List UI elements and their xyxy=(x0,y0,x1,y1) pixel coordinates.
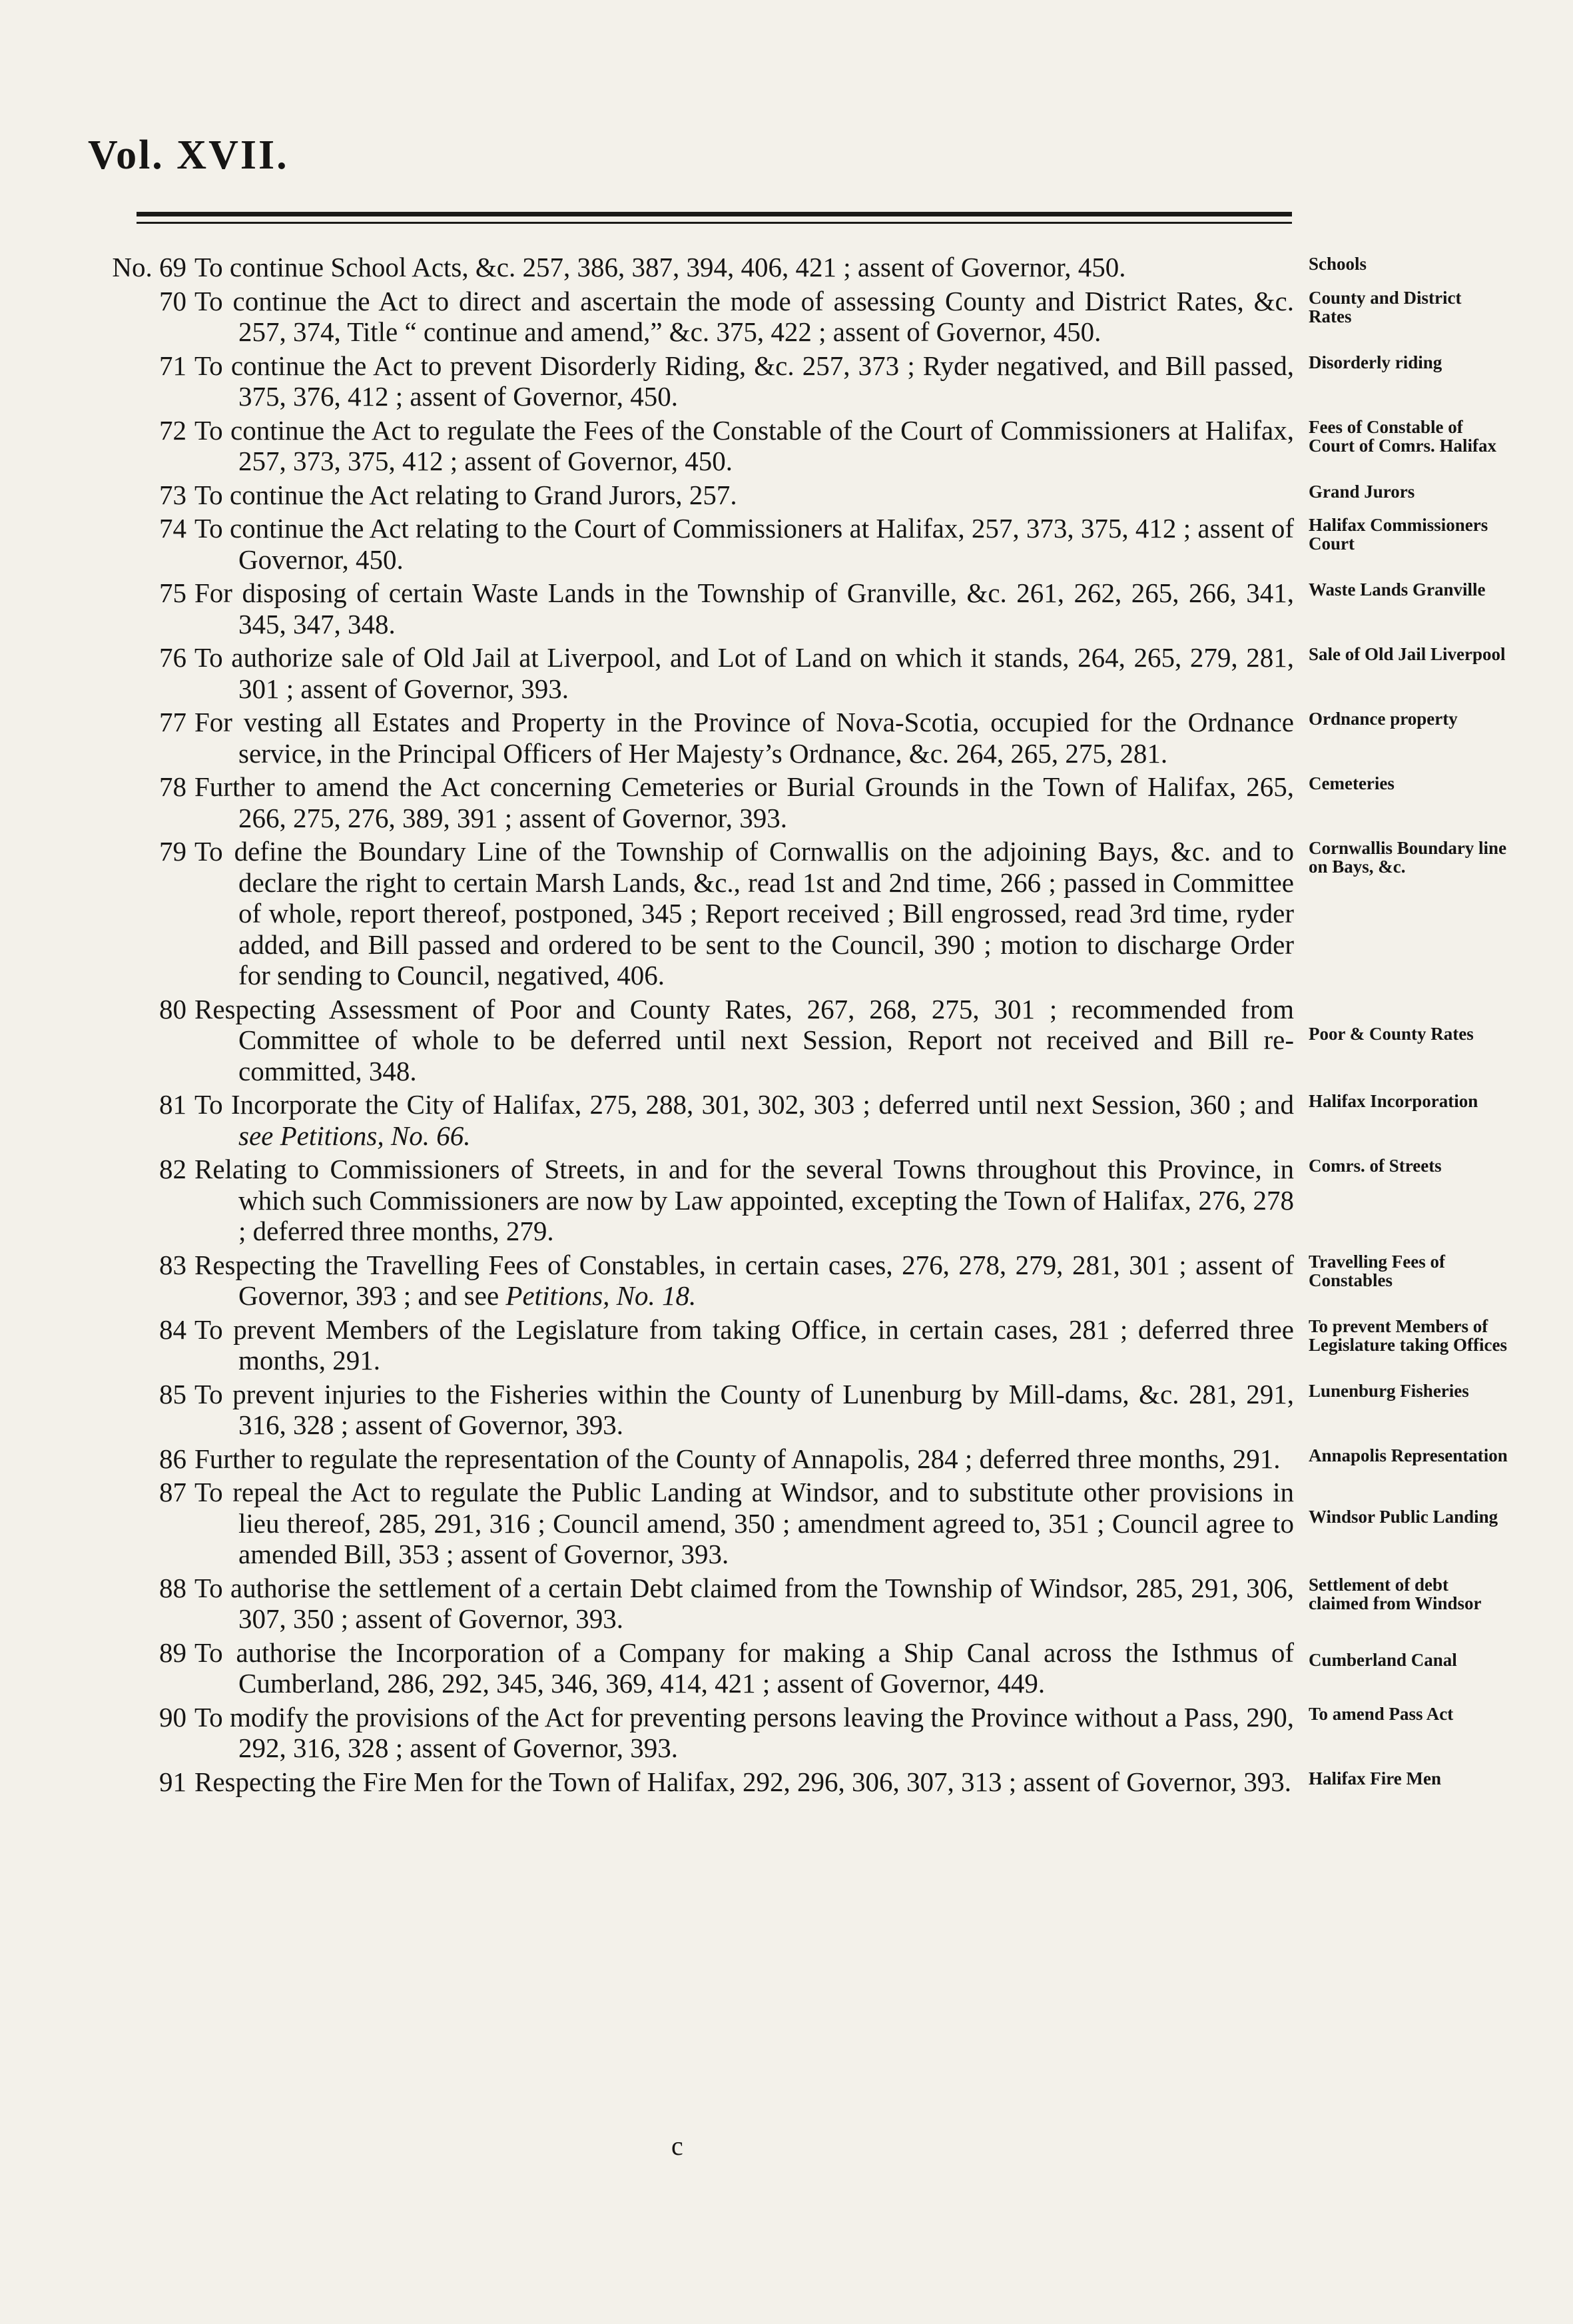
petition-reference: see Petitions, No. 66. xyxy=(238,1120,471,1151)
bill-number: 71 xyxy=(159,350,186,381)
list-item xyxy=(0,1702,1573,1764)
list-item xyxy=(0,642,1573,704)
bill-description: For disposing of certain Waste Lands in the Township of Granville, &c. 261, 262, 265, 266, 341, 345, 347, 348. xyxy=(194,578,1294,639)
margin-note: To amend Pass Act xyxy=(1309,1703,1454,1724)
bill-number: 89 xyxy=(159,1637,186,1668)
list-item xyxy=(0,252,1573,283)
bill-number: 88 xyxy=(159,1572,186,1603)
bill-description: For vesting all Estates and Property in the Province of Nova-Scotia, occupied for the Ordnance service, in the Principal Officers of Her Majesty’s Ordnance, &c. 264, 265, 275, 281. xyxy=(194,707,1294,769)
bill-description: Further to regulate the representation of the County of Annapolis, 284 ; deferred three months, 291. xyxy=(194,1443,1281,1474)
bill-number: 81 xyxy=(159,1089,186,1120)
signature-mark: c xyxy=(671,2131,683,2161)
margin-note: Halifax Incorporation xyxy=(1309,1091,1478,1111)
margin-note: To prevent Members of Legislature taking Offices xyxy=(1309,1316,1507,1355)
bill-description: To continue the Act relating to Grand Jurors, 257. xyxy=(194,479,737,510)
bill-description: To continue the Act to direct and ascertain the mode of assessing County and District Rates, &c. 257, 374, Title “ continue and amend,” &c. 375, 422 ; assent of Governor, 450. xyxy=(194,285,1294,347)
bill-description: To define the Boundary Line of the Township of Cornwallis on the adjoining Bays, &c. and to declare the right to certain Marsh Lands, &c., read 1st and 2nd time, 266 ; passed in Committee of whole, report thereof, postponed, 345 ; Report received ; Bill engrossed, read 3rd time, ryder added, and Bill passed and ordered to be sent to the Council, 390 ; motion to discharge Order for sending to Council, negatived, 406. xyxy=(194,836,1294,990)
bill-text: To Incorporate the City of Halifax, 275, 288, 301, 302, 303 ; deferred until next Session, 360 ; and xyxy=(194,1089,1294,1120)
bill-number: 90 xyxy=(159,1701,186,1733)
bill-description: To continue the Act to prevent Disorderly Riding, &c. 257, 373 ; Ryder negatived, and Bill passed, 375, 376, 412 ; assent of Governor, 450. xyxy=(194,350,1294,412)
bill-number: 80 xyxy=(159,993,186,1024)
list-item xyxy=(0,1573,1573,1635)
bill-description: Relating to Commissioners of Streets, in and for the several Towns throughout this Province, in which such Commissioners are now by Law appointed, excepting the Town of Halifax, 276, 278 ; deferred three months, 279. xyxy=(194,1154,1294,1246)
bill-number: 79 xyxy=(159,836,186,867)
margin-note: Windsor Public Landing xyxy=(1309,1507,1498,1527)
list-item xyxy=(0,415,1573,477)
list-item xyxy=(0,707,1573,769)
list-item xyxy=(0,1154,1573,1247)
bill-number: No. 69 xyxy=(112,252,186,282)
margin-note: Fees of Constable of Court of Comrs. Halifax xyxy=(1309,416,1496,456)
margin-note: Cumberland Canal xyxy=(1309,1649,1457,1670)
list-item xyxy=(0,578,1573,639)
margin-note: Annapolis Representation xyxy=(1309,1445,1508,1465)
margin-note: Cemeteries xyxy=(1309,773,1395,793)
list-item xyxy=(0,994,1573,1087)
bill-description: To continue School Acts, &c. 257, 386, 387, 394, 406, 421 ; assent of Governor, 450. xyxy=(194,252,1126,282)
margin-note: Sale of Old Jail Liverpool xyxy=(1309,644,1506,664)
bill-description: Respecting Assessment of Poor and County Rates, 267, 268, 275, 301 ; recommended from Committee of whole to be deferred until next Session, Report not received and Bill re-committed, 348. xyxy=(194,993,1294,1086)
bill-number: 73 xyxy=(159,479,186,510)
margin-note: Waste Lands Granville xyxy=(1309,580,1486,599)
list-item xyxy=(0,1637,1573,1699)
margin-note: Disorderly riding xyxy=(1309,352,1442,372)
margin-note: Comrs. of Streets xyxy=(1309,1156,1442,1176)
list-item xyxy=(0,350,1573,412)
bill-number: 82 xyxy=(159,1154,186,1184)
list-item xyxy=(0,771,1573,833)
bill-description: To modify the provisions of the Act for preventing persons leaving the Province without a Pass, 290, 292, 316, 328 ; assent of Governor, 393. xyxy=(194,1701,1294,1763)
margin-note: Halifax Commissioners Court xyxy=(1309,515,1488,554)
bill-description: Respecting the Fire Men for the Town of Halifax, 292, 296, 306, 307, 313 ; assent of Governor, 393. xyxy=(194,1766,1291,1797)
margin-note: Poor & County Rates xyxy=(1309,1023,1474,1044)
margin-note: Travelling Fees of Constables xyxy=(1309,1251,1445,1290)
petition-reference: Petitions, No. 18. xyxy=(505,1280,697,1311)
margin-note: Lunenburg Fisheries xyxy=(1309,1380,1469,1401)
bill-number: 74 xyxy=(159,513,186,544)
header-rule-thin xyxy=(137,222,1292,224)
bill-description xyxy=(194,1249,1294,1312)
volume-heading: Vol. XVII. xyxy=(88,133,289,178)
bill-number: 70 xyxy=(159,285,186,316)
bill-description: To repeal the Act to regulate the Public Landing at Windsor, and to substitute other provisions in lieu thereof, 285, 291, 316 ; Council amend, 350 ; amendment agreed to, 351 ; Council agree to amended Bill, 353 ; assent of Governor, 393. xyxy=(194,1477,1294,1569)
bill-number: 86 xyxy=(159,1443,186,1474)
bill-description: To authorise the Incorporation of a Company for making a Ship Canal across the Isthmus of Cumberland, 286, 292, 345, 346, 369, 414, 421 ; assent of Governor, 449. xyxy=(194,1637,1294,1699)
margin-note: Settlement of debt claimed from Windsor xyxy=(1309,1574,1482,1613)
bill-index-list xyxy=(0,252,1573,1800)
bill-number: 84 xyxy=(159,1314,186,1345)
bill-text: Respecting the Travelling Fees of Constables, in certain cases, 276, 278, 279, 281, 301 ; assent of Governor, 393 ; and see xyxy=(194,1249,1294,1311)
bill-number: 72 xyxy=(159,414,186,446)
bill-number: 85 xyxy=(159,1378,186,1409)
bill-number: 77 xyxy=(159,707,186,737)
margin-note: Schools xyxy=(1309,254,1367,274)
list-item xyxy=(0,1250,1573,1312)
bill-description: To authorise the settlement of a certain Debt claimed from the Township of Windsor, 285, 291, 306, 307, 350 ; assent of Governor, 393. xyxy=(194,1572,1294,1634)
bill-description: To continue the Act relating to the Court of Commissioners at Halifax, 257, 373, 375, 412 ; assent of Governor, 450. xyxy=(194,513,1294,575)
bill-number: 76 xyxy=(159,642,186,673)
bill-description: To prevent injuries to the Fisheries within the County of Lunenburg by Mill-dams, &c. 281, 291, 316, 328 ; assent of Governor, 393. xyxy=(194,1378,1294,1440)
list-item xyxy=(0,1766,1573,1798)
bill-number: 75 xyxy=(159,578,186,608)
margin-note: County and District Rates xyxy=(1309,287,1462,326)
bill-description: To authorize sale of Old Jail at Liverpool, and Lot of Land on which it stands, 264, 265, 279, 281, 301 ; assent of Governor, 393. xyxy=(194,642,1294,704)
header-rule-thick xyxy=(137,212,1292,216)
bill-description: To continue the Act to regulate the Fees of the Constable of the Court of Commissioners at Halifax, 257, 373, 375, 412 ; assent of Governor, 450. xyxy=(194,414,1294,476)
bill-number: 87 xyxy=(159,1477,186,1507)
bill-description: Further to amend the Act concerning Cemeteries or Burial Grounds in the Town of Halifax, 265, 266, 275, 276, 389, 391 ; assent of Governor, 393. xyxy=(194,771,1294,833)
list-item xyxy=(0,480,1573,511)
bill-description: To prevent Members of the Legislature from taking Office, in certain cases, 281 ; deferred three months, 291. xyxy=(194,1314,1294,1375)
margin-note: Halifax Fire Men xyxy=(1309,1768,1441,1788)
list-item xyxy=(0,1314,1573,1376)
bill-number: 91 xyxy=(159,1766,186,1797)
list-item xyxy=(0,1379,1573,1441)
margin-note: Grand Jurors xyxy=(1309,481,1415,502)
margin-note: Cornwallis Boundary line on Bays, &c. xyxy=(1309,838,1507,877)
list-item xyxy=(0,1477,1573,1570)
list-item xyxy=(0,1089,1573,1151)
margin-note: Ordnance property xyxy=(1309,709,1458,729)
list-item xyxy=(0,286,1573,348)
bill-number: 83 xyxy=(159,1249,186,1280)
bill-description xyxy=(194,1089,1294,1151)
list-item xyxy=(0,836,1573,991)
list-item xyxy=(0,513,1573,575)
bill-number: 78 xyxy=(159,771,186,802)
list-item xyxy=(0,1443,1573,1475)
